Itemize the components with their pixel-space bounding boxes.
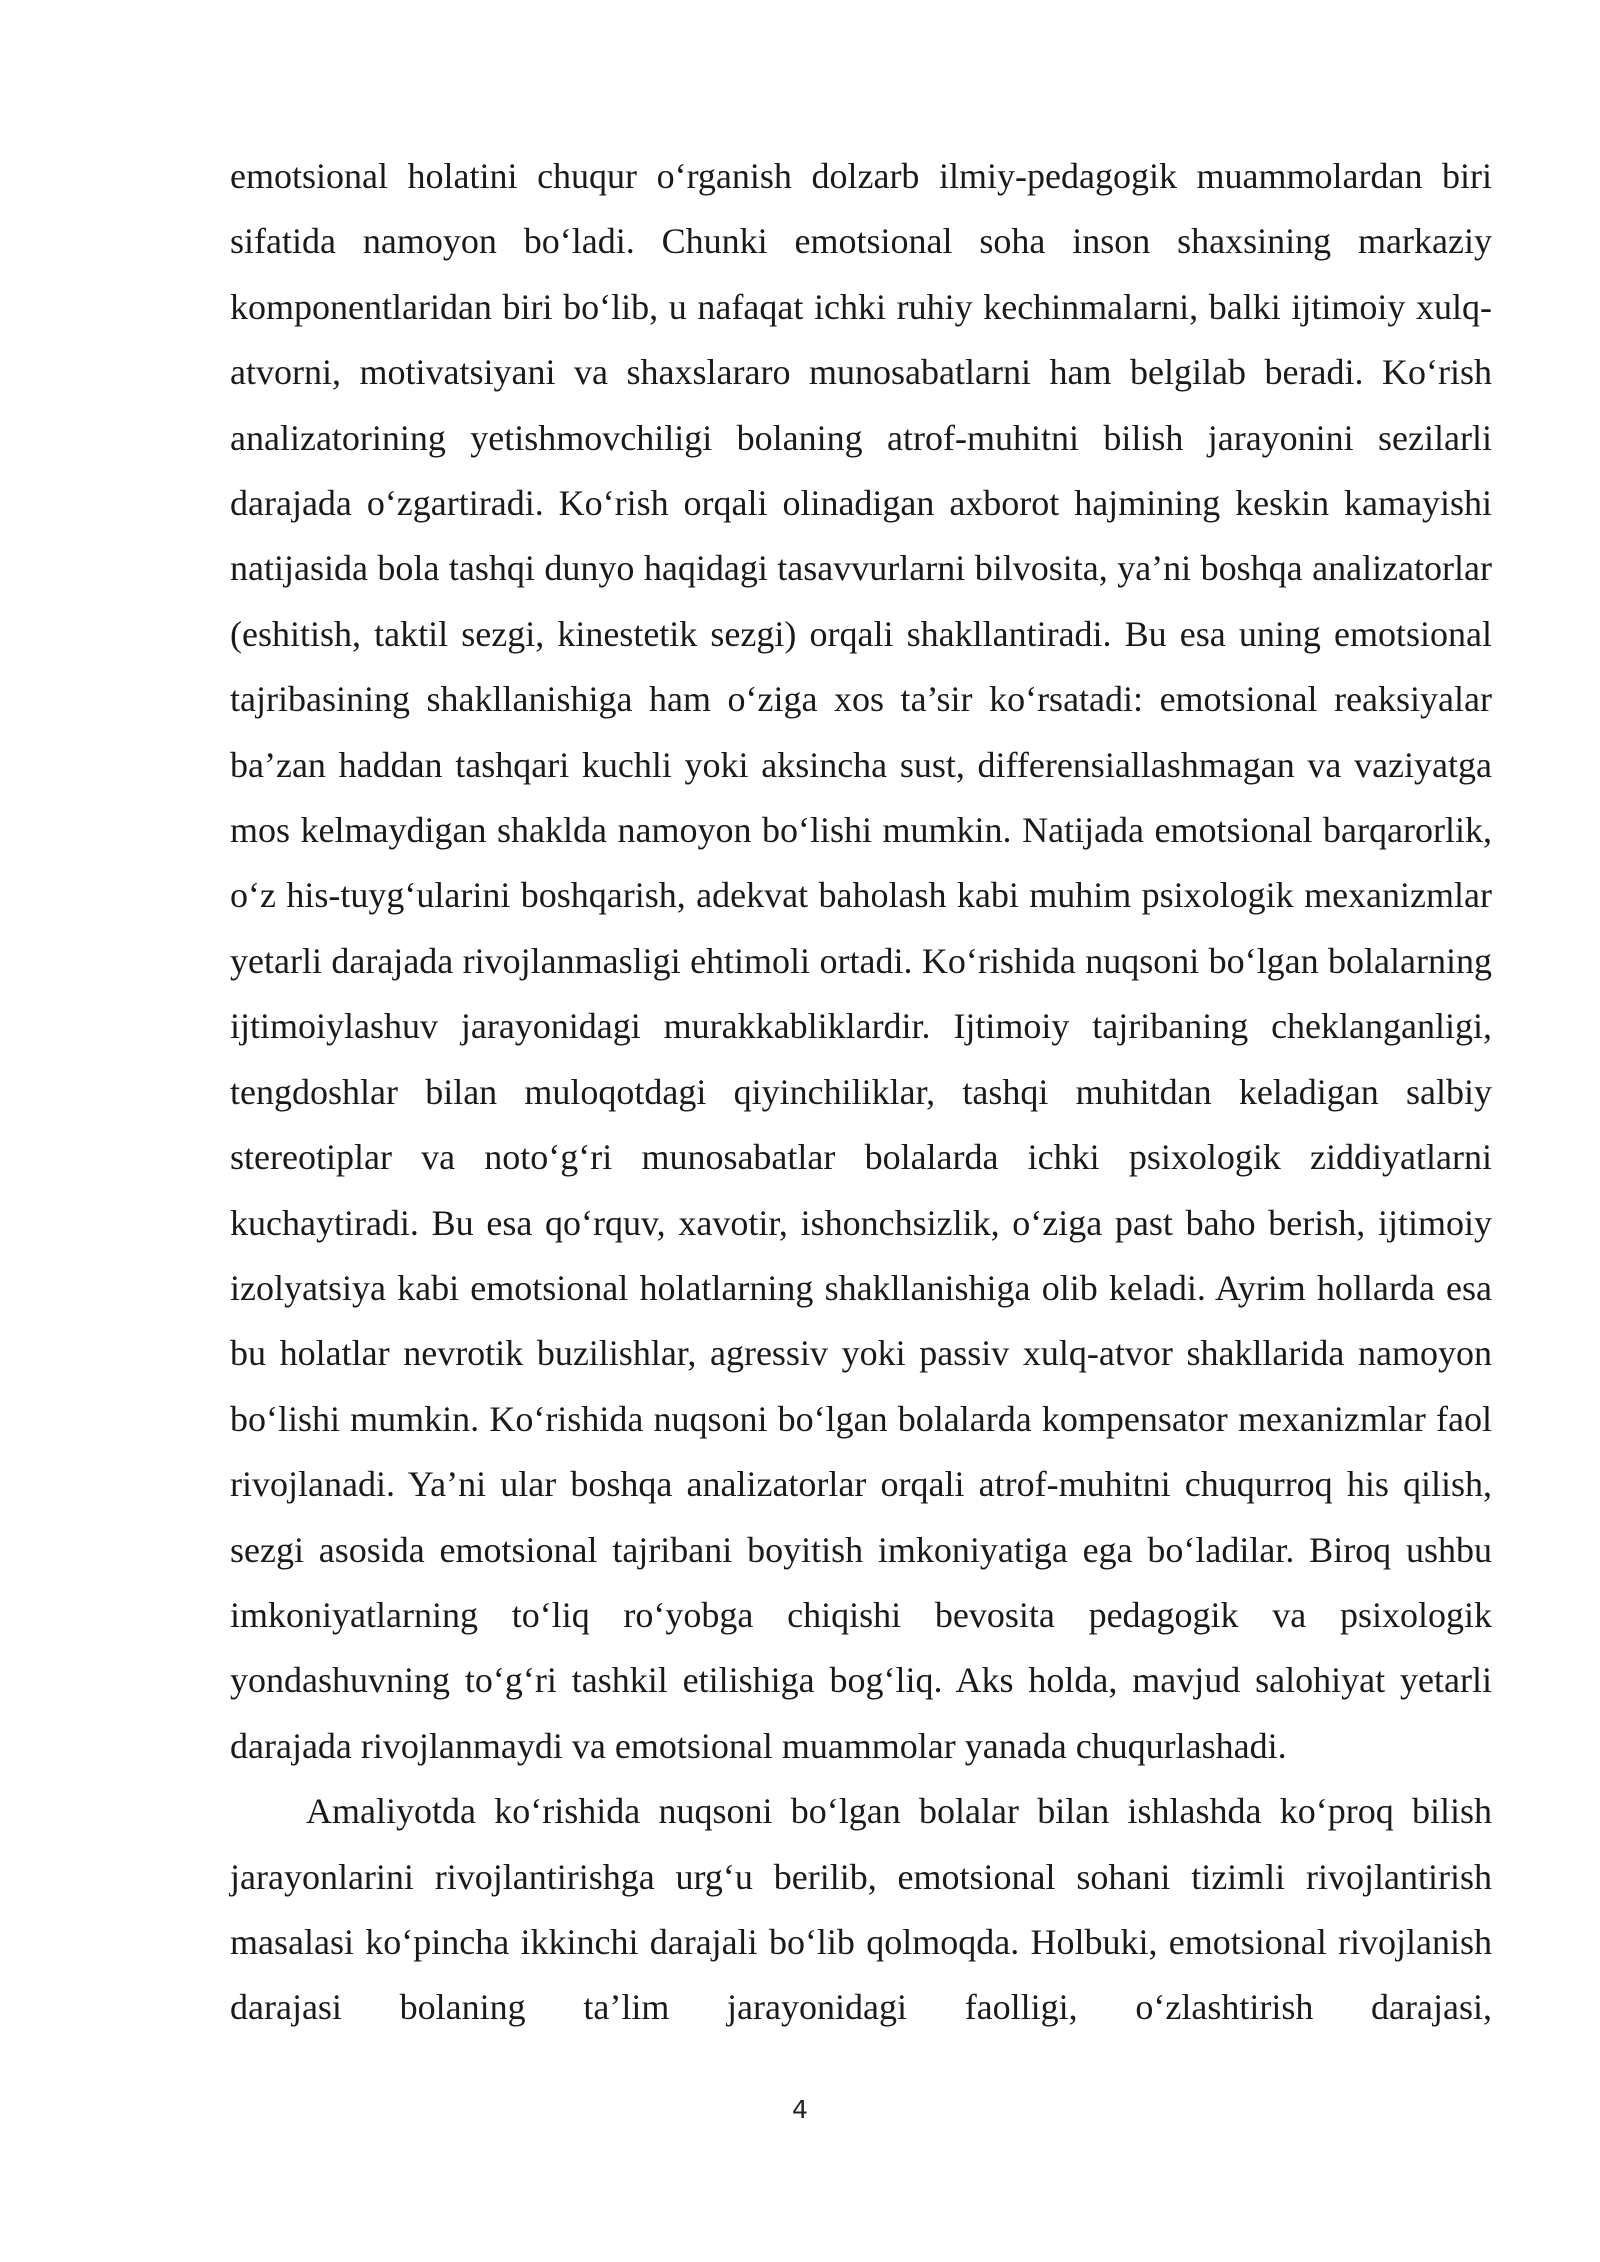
page-number: 4 (792, 2095, 808, 2124)
paragraph: emotsional holatini chuqur o‘rganish dolzarb ilmiy-pedagogik muammolardan biri sifatida namoyon bo‘ladi. Chunki emotsional soha inson shaxsining markaziy komponentlaridan biri bo‘lib, u nafaqat ichki ruhiy kechinmalarni, balki ijtimoiy xulq-atvorni, motivatsiyani va shaxslararo munosabatlarni ham belgilab beradi. Ko‘rish analizatorining yetishmovchiligi bolaning atrof-muhitni bilish jarayonini sezilarli darajada o‘zgartiradi. Ko‘rish orqali olinadigan axborot hajmining keskin kamayishi natijasida bola tashqi dunyo haqidagi tasavvurlarni bilvosita, ya’ni boshqa analizatorlar (eshitish, taktil sezgi, kinestetik sezgi) orqali shakllantiradi. Bu esa uning emotsional tajribasining shakllanishiga ham o‘ziga xos ta’sir ko‘rsatadi: emotsional reaksiyalar ba’zan haddan tashqari kuchli yoki aksincha sust, differensiallashmagan va vaziyatga mos kelmaydigan shaklda namoyon bo‘lishi mumkin. Natijada emotsional barqarorlik, o‘z his-tuyg‘ularini boshqarish, adekvat baholash kabi muhim psixologik mexanizmlar yetarli darajada rivojlanmasligi ehtimoli ortadi. Ko‘rishida nuqsoni bo‘lgan bolalarning ijtimoiylashuv jarayonidagi murakkabliklardir. Ijtimoiy tajribaning cheklanganligi, tengdoshlar bilan muloqotdagi qiyinchiliklar, tashqi muhitdan keladigan salbiy stereotiplar va noto‘g‘ri munosabatlar bolalarda ichki psixologik ziddiyatlarni kuchaytiradi. Bu esa qo‘rquv, xavotir, ishonchsizlik, o‘ziga past baho berish, ijtimoiy izolyatsiya kabi emotsional holatlarning shakllanishiga olib keladi. Ayrim hollarda esa bu holatlar nevrotik buzilishlar, agressiv yoki passiv xulq-atvor shakllarida namoyon bo‘lishi mumkin. Ko‘rishida nuqsoni bo‘lgan bolalarda kompensator mexanizmlar faol rivojlanadi. Ya’ni ular boshqa analizatorlar orqali atrof-muhitni chuqurroq his qilish, sezgi asosida emotsional tajribani boyitish imkoniyatiga ega bo‘ladilar. Biroq ushbu imkoniyatlarning to‘liq ro‘yobga chiqishi bevosita pedagogik va psixologik yondashuvning to‘g‘ri tashkil etilishiga bog‘liq. Aks holda, mavjud salohiyat yetarli darajada rivojlanmaydi va emotsional muammolar yanada chuqurlashadi. (230, 156, 1492, 1766)
paragraph: Amaliyotda ko‘rishida nuqsoni bo‘lgan bolalar bilan ishlashda ko‘proq bilish jarayonlarini rivojlantirishga urg‘u berilib, emotsional sohani tizimli rivojlantirish masalasi ko‘pincha ikkinchi darajali bo‘lib qolmoqda. Holbuki, emotsional rivojlanish darajasi bolaning ta’lim jarayonidagi faolligi, o‘zlashtirish darajasi, (230, 1791, 1492, 2028)
body-text (230, 144, 1492, 2041)
